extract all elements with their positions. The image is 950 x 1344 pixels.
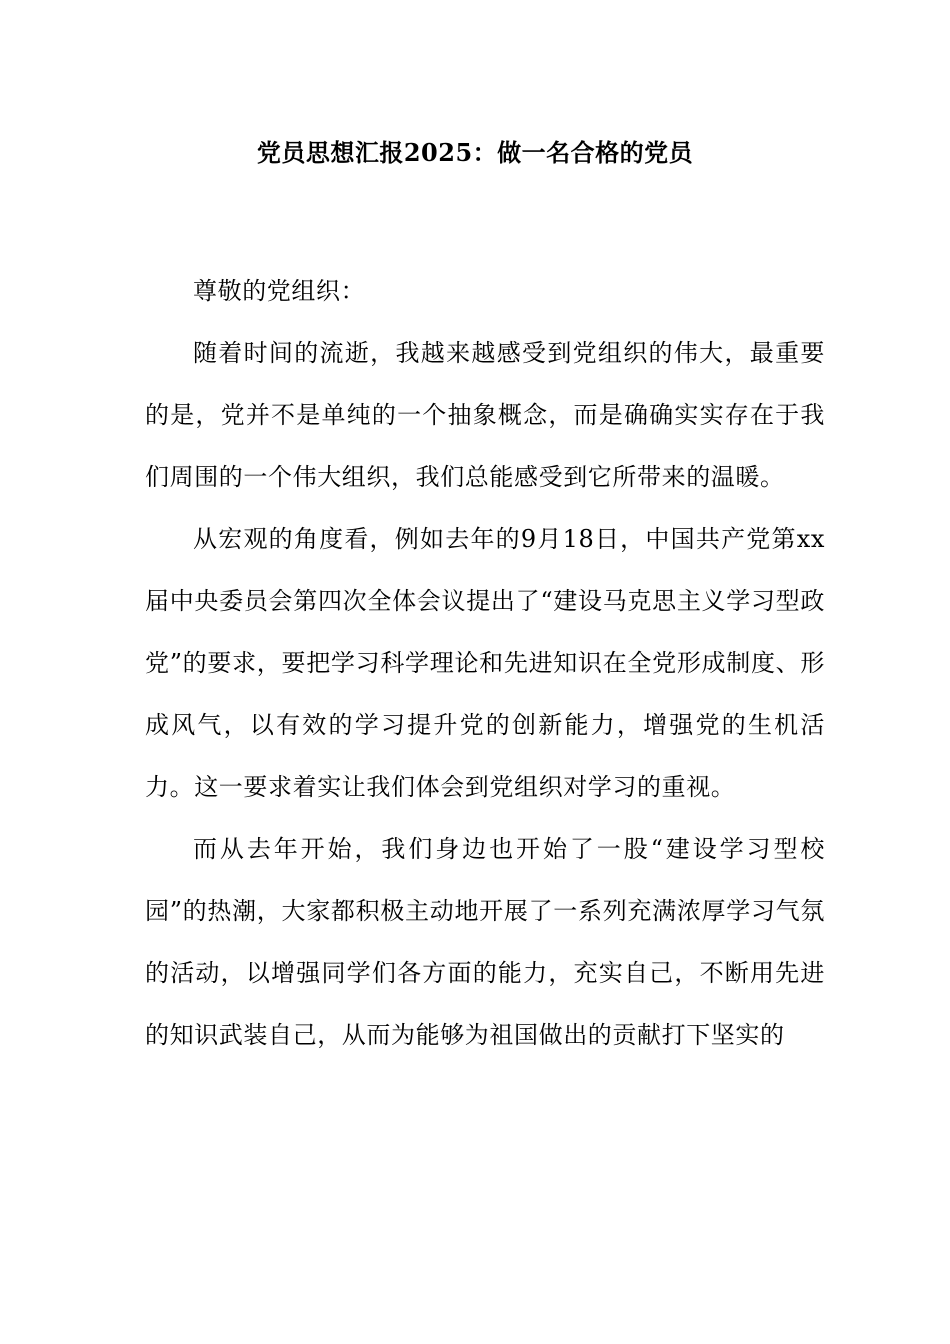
salutation: 尊敬的党组织： <box>193 277 366 305</box>
paragraph-3: 而从去年开始，我们身边也开始了一股“建设学习型校园”的热潮，大家都积极主动地开展了一系列充满浓厚学习气氛的活动，以增强同学们各方面的能力，充实自己，不断用先进的知识武装自己，从而为能够为祖国做出的贡献打下坚实的 <box>145 835 825 1049</box>
paragraph-2: 从宏观的角度看，例如去年的9月18日，中国共产党第xx届中央委员会第四次全体会议提出了“建设马克思主义学习型政党”的要求，要把学习科学理论和先进知识在全党形成制度、形成风气，以有效的学习提升党的创新能力，增强党的生机活力。这一要求着实让我们体会到党组织对学习的重视。 <box>145 525 825 801</box>
paragraph-1: 随着时间的流逝，我越来越感受到党组织的伟大，最重要的是，党并不是单纯的一个抽象概念，而是确确实实存在于我们周围的一个伟大组织，我们总能感受到它所带来的温暖。 <box>145 339 825 491</box>
document-body <box>145 260 825 1066</box>
document-title: 党员思想汇报2025：做一名合格的党员 <box>256 138 694 167</box>
